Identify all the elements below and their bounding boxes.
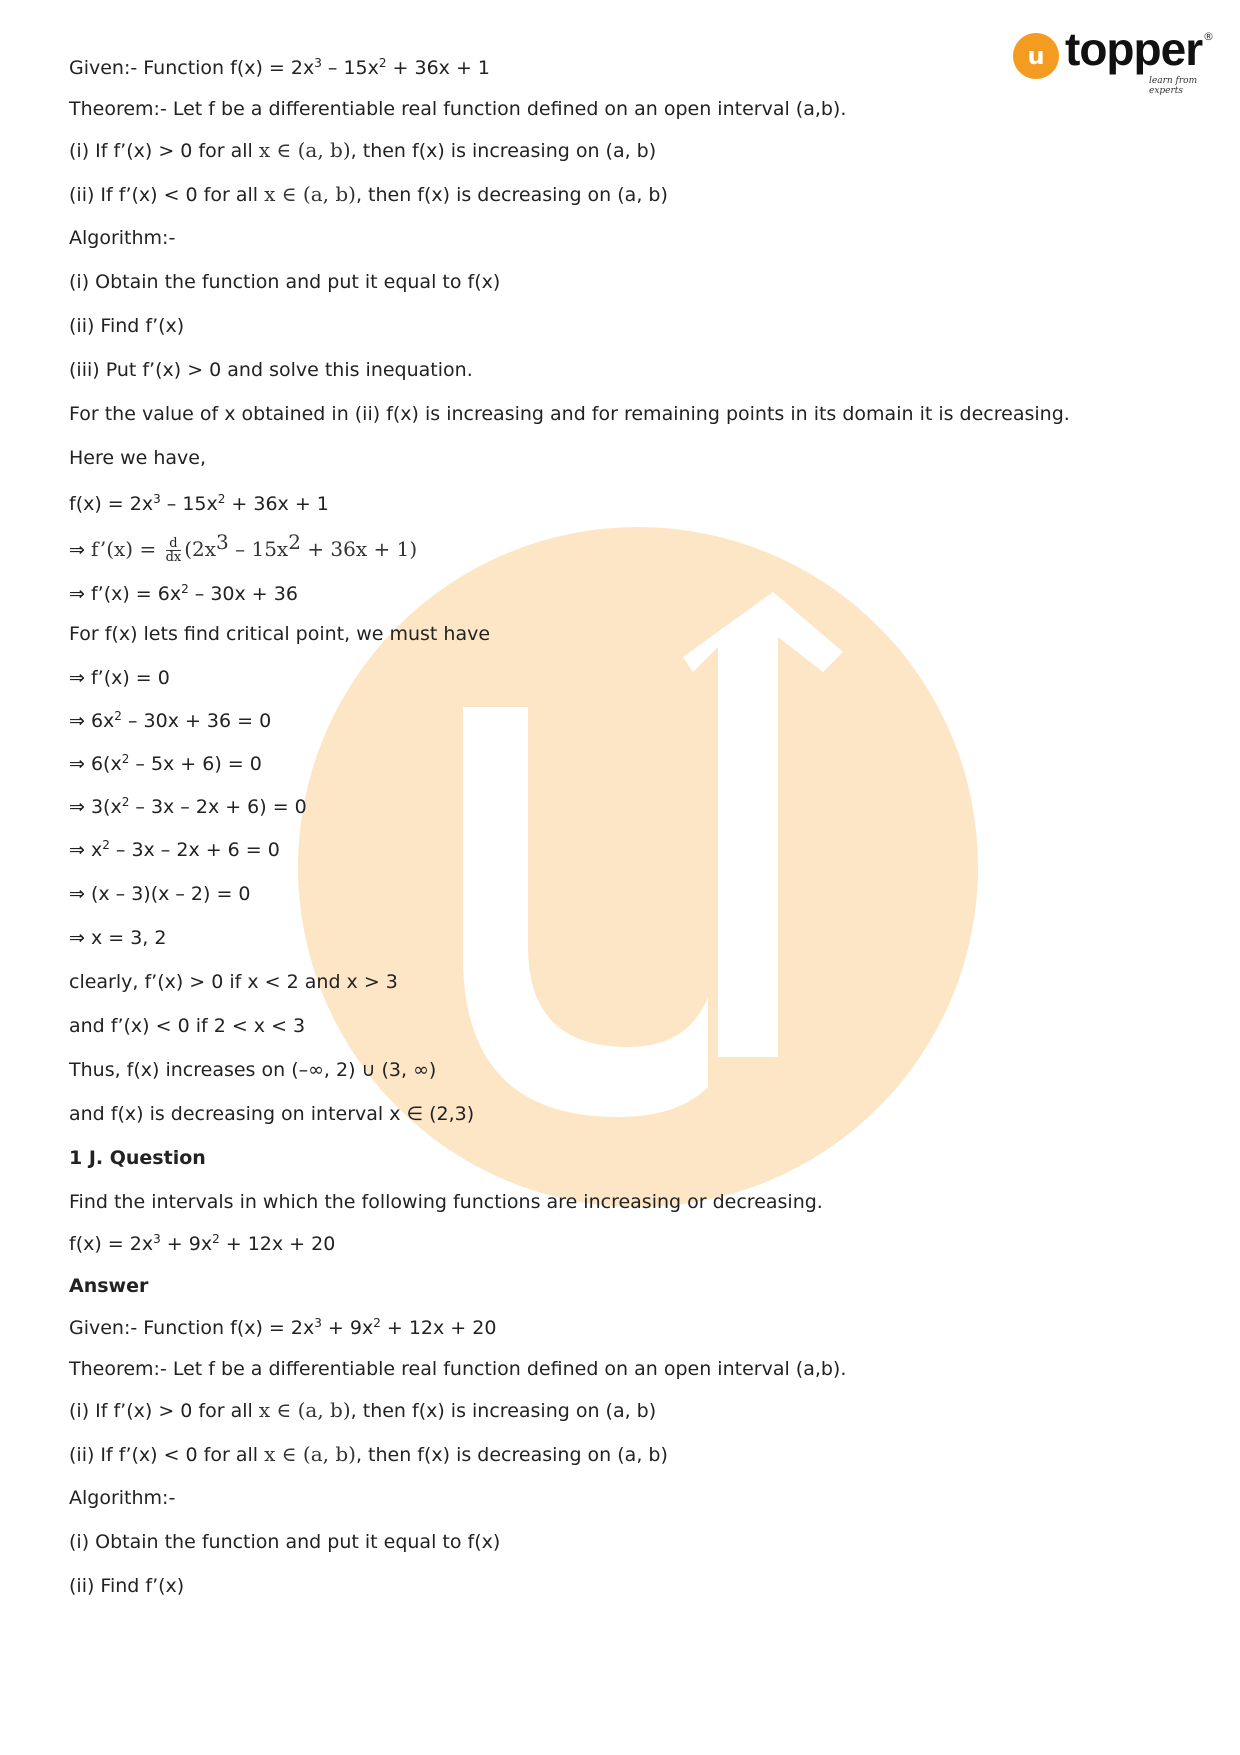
answer-algorithm-heading: Algorithm:- bbox=[69, 1487, 176, 1509]
question-heading: 1 J. Question bbox=[69, 1147, 206, 1169]
critical-point-line: For f(x) lets find critical point, we must have bbox=[69, 623, 491, 645]
logo-u-icon: u bbox=[1013, 33, 1059, 79]
step-quadratic: ⇒ $6x^2 - 30x + 36 = 0$ bbox=[69, 709, 272, 732]
answer-theorem-increasing: (i) If f’(x) > 0 for all x ∈ (a, b), then f(x) is increasing on (a, b) bbox=[69, 1398, 657, 1422]
answer-heading: Answer bbox=[69, 1275, 149, 1297]
decreasing-interval: and f(x) is decreasing on interval x ∈ (2,3) bbox=[69, 1103, 475, 1125]
derivative-expression: ⇒ f’(x) = $\frac{d}{dx}$ $(2x^3 - 15x^2 + 36x + 1)$ bbox=[69, 530, 418, 565]
step-split-middle: ⇒ $3(x^2 - 3x - 2x + 6) = 0$ bbox=[69, 795, 307, 818]
answer-algorithm-step-2: (ii) Find f’(x) bbox=[69, 1575, 185, 1597]
registered-mark: ® bbox=[1203, 30, 1214, 43]
answer-algorithm-step-1: (i) Obtain the function and put it equal to f(x) bbox=[69, 1531, 501, 1553]
algorithm-heading: Algorithm:- bbox=[69, 227, 176, 249]
algorithm-note: For the value of x obtained in (ii) f(x) is increasing and for remaining points in its domain it is decreasing. bbox=[69, 403, 1070, 425]
step-simplified: ⇒ $x^2 - 3x - 2x + 6 = 0$ bbox=[69, 838, 280, 861]
question-text: Find the intervals in which the following functions are increasing or decreasing. bbox=[69, 1191, 823, 1213]
algorithm-step-2: (ii) Find f’(x) bbox=[69, 315, 185, 337]
logo-brand-text: topper bbox=[1065, 23, 1203, 75]
increasing-interval: Thus, f(x) increases on (–∞, 2) ∪ (3, ∞) bbox=[69, 1059, 437, 1081]
answer-theorem-line: Theorem:- Let f be a differentiable real function defined on an open interval (a,b). bbox=[69, 1358, 847, 1380]
step-factor-six: ⇒ $6(x^2 - 5x + 6) = 0$ bbox=[69, 752, 262, 775]
algorithm-step-3: (iii) Put f’(x) > 0 and solve this inequation. bbox=[69, 359, 473, 381]
answer-theorem-decreasing: (ii) If f’(x) < 0 for all x ∈ (a, b), then f(x) is decreasing on (a, b) bbox=[69, 1442, 668, 1466]
here-we-have: Here we have, bbox=[69, 447, 207, 469]
step-roots: ⇒ x = 3, 2 bbox=[69, 927, 167, 949]
logo-tagline: learn from experts bbox=[1149, 76, 1198, 96]
increasing-condition: clearly, f’(x) > 0 if x < 2 and x > 3 bbox=[69, 971, 398, 993]
theorem-decreasing-line: (ii) If f’(x) < 0 for all x ∈ (a, b), then f(x) is decreasing on (a, b) bbox=[69, 182, 668, 206]
theorem-increasing-line: (i) If f’(x) > 0 for all x ∈ (a, b), then f(x) is increasing on (a, b) bbox=[69, 138, 657, 162]
step-derivative-zero: ⇒ f’(x) = 0 bbox=[69, 667, 170, 689]
derivative-result: ⇒ f’(x) = $6x^2 - 30x + 36$ bbox=[69, 582, 298, 605]
document-body bbox=[69, 56, 1179, 1617]
given-function-line: Given:- Function $f(x) = 2x^3 - 15x^2 + 36x + 1$ bbox=[69, 56, 491, 79]
theorem-line: Theorem:- Let f be a differentiable real function defined on an open interval (a,b). bbox=[69, 98, 847, 120]
question-function: $f(x) = 2x^3 + 9x^2 + 12x + 20$ bbox=[69, 1232, 336, 1255]
function-line: $f(x) = 2x^3 - 15x^2 + 36x + 1$ bbox=[69, 492, 329, 515]
step-factored: ⇒ (x – 3)(x – 2) = 0 bbox=[69, 883, 251, 905]
d-dx-fraction: $\frac{d}{dx}$ bbox=[165, 535, 182, 565]
topper-logo[interactable] bbox=[1013, 23, 1214, 96]
answer-given-function: Given:- Function $f(x) = 2x^3 + 9x^2 + 12x + 20$ bbox=[69, 1316, 497, 1339]
algorithm-step-1: (i) Obtain the function and put it equal to f(x) bbox=[69, 271, 501, 293]
decreasing-condition: and f’(x) < 0 if 2 < x < 3 bbox=[69, 1015, 306, 1037]
